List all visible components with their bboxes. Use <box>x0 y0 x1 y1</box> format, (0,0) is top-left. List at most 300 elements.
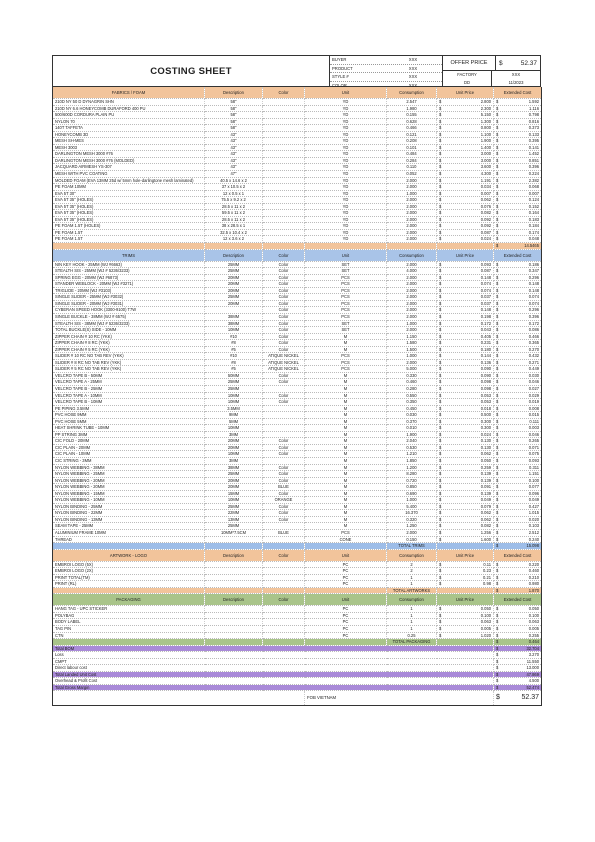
currency-symbol: $ <box>439 471 442 477</box>
amount: 0.300 <box>480 425 491 431</box>
currency-symbol: $ <box>439 457 442 463</box>
money-value <box>496 379 539 385</box>
item-description: 20MM <box>205 300 263 307</box>
money-value <box>496 568 539 574</box>
item-description: 12 x 3.6 x 2 <box>205 236 263 243</box>
item-consumption[interactable]: 16.370 <box>387 510 437 517</box>
amount: 2.300 <box>480 105 491 111</box>
currency-symbol: $ <box>496 190 499 196</box>
currency-symbol: $ <box>496 658 499 664</box>
item-consumption[interactable]: 1 <box>387 612 437 619</box>
item-consumption[interactable]: 2.547 <box>387 99 437 106</box>
meta-value[interactable]: XXX <box>408 74 418 79</box>
currency-symbol: $ <box>496 320 499 326</box>
item-consumption[interactable]: 2.000 <box>387 261 437 268</box>
money-value <box>496 613 539 619</box>
money-value <box>439 217 491 223</box>
currency-symbol: $ <box>439 497 442 503</box>
item-consumption[interactable]: 0.121 <box>387 131 437 138</box>
currency-symbol: $ <box>439 536 442 542</box>
item-consumption[interactable]: 0.350 <box>387 399 437 406</box>
item-color: Color <box>263 510 305 517</box>
currency-symbol: $ <box>496 490 499 496</box>
money-value <box>496 659 539 665</box>
money-value <box>439 112 491 118</box>
item-unit: PC <box>305 561 387 568</box>
money-value <box>439 530 491 536</box>
item-consumption[interactable]: 2.000 <box>387 294 437 301</box>
amount: 0.075 <box>528 451 539 457</box>
amount: 0.124 <box>528 197 539 203</box>
item-name: NYLON BINDING - 22MM <box>53 510 205 517</box>
item-consumption[interactable]: 2.000 <box>387 229 437 236</box>
item-unit: M <box>305 457 387 464</box>
amount: 0.174 <box>528 229 539 235</box>
item-description: 58" <box>205 105 263 112</box>
meta-value[interactable]: XXX <box>408 57 418 62</box>
item-consumption[interactable]: 0.530 <box>387 444 437 451</box>
item-consumption[interactable]: 1.000 <box>387 497 437 504</box>
amount: 0.265 <box>528 438 539 444</box>
currency-symbol: $ <box>439 313 442 319</box>
money-value <box>439 373 491 379</box>
item-consumption[interactable]: 2.000 <box>387 223 437 230</box>
item-consumption[interactable]: 2.000 <box>387 281 437 288</box>
amount: 0.087 <box>480 229 491 235</box>
money-value <box>496 639 539 645</box>
amount: 0.086 <box>528 327 539 333</box>
currency-symbol: $ <box>496 412 499 418</box>
currency-symbol: $ <box>496 300 499 306</box>
item-consumption[interactable]: 0.450 <box>387 405 437 412</box>
item-consumption[interactable]: 1.250 <box>387 523 437 530</box>
amount: 0.798 <box>528 112 539 118</box>
money-value <box>496 366 539 372</box>
money-value <box>496 517 539 523</box>
item-consumption[interactable]: 2.000 <box>387 216 437 223</box>
money-value <box>439 451 491 457</box>
item-consumption[interactable]: 1.580 <box>387 340 437 347</box>
item-consumption[interactable]: 0.110 <box>387 164 437 171</box>
amount: 0.074 <box>528 294 539 300</box>
item-consumption[interactable]: 4.000 <box>387 268 437 275</box>
column-header: Extended Cost <box>494 249 542 261</box>
item-consumption[interactable]: 0.030 <box>387 412 437 419</box>
amount: 1.592 <box>528 99 539 104</box>
money-value <box>496 164 539 170</box>
item-description: #5 <box>205 366 263 373</box>
item-consumption[interactable]: 2.000 <box>387 359 437 366</box>
money-value <box>496 347 539 353</box>
item-consumption[interactable]: 8.280 <box>387 471 437 478</box>
item-name: VELCRO TAPE A - 10MM <box>53 392 205 399</box>
currency-symbol: $ <box>439 274 442 280</box>
item-description: 43" <box>205 144 263 151</box>
item-name: TAG PIN <box>53 626 205 633</box>
item-consumption[interactable]: 1 <box>387 606 437 613</box>
currency-symbol: $ <box>496 223 499 229</box>
currency-symbol: $ <box>439 490 442 496</box>
money-value <box>439 314 491 320</box>
item-consumption[interactable]: 1.210 <box>387 451 437 458</box>
item-description: 20MM <box>205 477 263 484</box>
money-value <box>439 151 491 157</box>
item-consumption[interactable]: 0.101 <box>387 144 437 151</box>
amount: 0.111 <box>529 418 539 424</box>
amount: 0.049 <box>528 497 539 503</box>
amount: 0.074 <box>528 300 539 306</box>
amount: 0.092 <box>480 223 491 229</box>
amount: 0.816 <box>528 118 539 124</box>
item-unit: M <box>305 385 387 392</box>
item-consumption[interactable]: 0.550 <box>387 392 437 399</box>
amount: 0.184 <box>528 223 539 229</box>
amount: 0.048 <box>528 236 539 242</box>
item-consumption[interactable]: 0.280 <box>387 385 437 392</box>
amount: 0.079 <box>480 503 491 509</box>
item-name: NYLON BINDING - 13MM <box>53 516 205 523</box>
amount: 1.015 <box>528 510 539 516</box>
money-value <box>439 438 491 444</box>
meta-label: PRODUCT <box>332 65 353 71</box>
item-description: 10MM <box>205 451 263 458</box>
item-consumption[interactable]: 2.040 <box>387 438 437 445</box>
currency-symbol: $ <box>496 203 499 209</box>
item-color: Color <box>263 281 305 288</box>
item-description: 43" <box>205 157 263 164</box>
item-description: 22MM <box>205 510 263 517</box>
meta-row-product <box>330 65 442 74</box>
column-header: Description <box>205 594 263 606</box>
item-consumption[interactable]: 2.000 <box>387 313 437 320</box>
item-color: Color <box>263 516 305 523</box>
money-value <box>439 626 491 632</box>
item-consumption[interactable]: 1 <box>387 574 437 581</box>
amount: 0.98 <box>483 581 491 587</box>
item-unit: YD <box>305 229 387 236</box>
amount: 52.37 <box>521 694 539 702</box>
money-value <box>439 236 491 242</box>
item-consumption[interactable]: 0.484 <box>387 151 437 158</box>
item-name: PE PIPING 3.5MM <box>53 405 205 412</box>
item-consumption[interactable]: 0.460 <box>387 379 437 386</box>
item-description: 10MM <box>205 327 263 334</box>
item-consumption[interactable]: 2.000 <box>387 287 437 294</box>
amount: 0.007 <box>528 190 539 196</box>
amount: 0.019 <box>528 399 539 405</box>
money-value <box>496 626 539 632</box>
item-consumption[interactable]: 0.052 <box>387 171 437 178</box>
item-consumption[interactable]: 2.000 <box>387 203 437 210</box>
item-consumption[interactable]: 0.628 <box>387 118 437 125</box>
currency-symbol: $ <box>496 626 499 632</box>
amount: 0.037 <box>480 294 491 300</box>
currency-symbol: $ <box>439 568 442 574</box>
item-unit: PCS <box>305 359 387 366</box>
item-name: ALUMINIUM FRAME 10MM <box>53 530 205 537</box>
amount: 0.500 <box>480 412 491 418</box>
item-name: NYLON WEBBING - 20MM <box>53 477 205 484</box>
item-description: 50MM <box>205 372 263 379</box>
item-color: Color <box>263 327 305 334</box>
currency-symbol: $ <box>496 125 499 131</box>
currency-symbol: $ <box>496 587 499 593</box>
item-consumption[interactable]: 0.850 <box>387 484 437 491</box>
item-consumption[interactable]: 2.000 <box>387 274 437 281</box>
currency-symbol: $ <box>439 574 442 580</box>
currency-symbol: $ <box>439 399 442 405</box>
amount: 0.139 <box>480 490 491 496</box>
item-consumption[interactable]: 2.000 <box>387 197 437 204</box>
column-header: Color <box>263 549 305 561</box>
total-label: TOTAL ARTWORKS <box>387 587 437 594</box>
summary-label: Loss <box>53 652 494 659</box>
money-value <box>496 145 539 151</box>
column-header: Consumption <box>387 594 437 606</box>
money-value <box>496 386 539 392</box>
item-name: SINGLE SLIDER - 25MM (WJ #3032) <box>53 294 205 301</box>
amount: 0.296 <box>528 307 539 313</box>
currency-symbol: $ <box>496 418 499 424</box>
currency-symbol: $ <box>439 425 442 431</box>
amount: 0.139 <box>480 471 491 477</box>
item-description: 25MM <box>205 261 263 268</box>
amount: 0.030 <box>528 372 539 378</box>
item-consumption[interactable]: 1.000 <box>387 353 437 360</box>
currency-symbol: $ <box>496 313 499 319</box>
item-color: ATIQUE NICKEL <box>263 353 305 360</box>
money-value <box>496 412 539 418</box>
costing-table-body <box>53 87 542 706</box>
item-consumption[interactable]: 0.330 <box>387 372 437 379</box>
money-value <box>496 262 539 268</box>
factory-value[interactable]: XXX <box>511 72 521 77</box>
item-name: 140T TAFFETA <box>53 125 205 132</box>
amount: 1.300 <box>480 118 491 124</box>
money-value <box>439 171 491 177</box>
amount: 0.432 <box>528 353 539 359</box>
item-name: MOLDED FOAM (EVA 13MM 25d w/ 5mm hole-darlingtone mesh laminated) <box>53 177 205 184</box>
item-consumption[interactable]: 2.000 <box>387 236 437 243</box>
offer-price-value[interactable] <box>496 60 540 67</box>
item-consumption[interactable]: 2.000 <box>387 327 437 334</box>
item-consumption[interactable]: 2 <box>387 568 437 575</box>
money-value <box>439 191 491 197</box>
currency-symbol: $ <box>439 197 442 203</box>
money-value <box>439 230 491 236</box>
amount: 0.224 <box>528 171 539 177</box>
item-consumption[interactable]: 0.25 <box>387 632 437 639</box>
money-value <box>496 230 539 236</box>
item-unit: YD <box>305 157 387 164</box>
item-unit: YD <box>305 125 387 132</box>
item-consumption[interactable]: 0.466 <box>387 125 437 132</box>
item-description: 40.5 x 14.6 x 2 <box>205 177 263 184</box>
item-unit: YD <box>305 177 387 184</box>
meta-block <box>330 56 443 86</box>
item-consumption[interactable]: 0.320 <box>387 516 437 523</box>
item-consumption[interactable]: 2.000 <box>387 210 437 217</box>
item-consumption[interactable]: 0.720 <box>387 477 437 484</box>
item-consumption[interactable]: 0.284 <box>387 157 437 164</box>
money-value <box>496 281 539 287</box>
item-consumption[interactable]: 0.155 <box>387 112 437 119</box>
amount: 0.300 <box>480 418 491 424</box>
column-header: Color <box>263 249 305 261</box>
amount: 0.152 <box>528 203 539 209</box>
item-name: PRINT (RL) <box>53 581 205 588</box>
item-description: 13MM <box>205 516 263 523</box>
item-color: Color <box>263 274 305 281</box>
item-consumption[interactable]: 0.150 <box>387 536 437 543</box>
item-consumption[interactable]: 2.000 <box>387 184 437 191</box>
meta-value[interactable]: XXX <box>408 82 418 88</box>
amount: 0.087 <box>480 268 491 274</box>
item-consumption[interactable]: 1.200 <box>387 464 437 471</box>
item-unit: YD <box>305 203 387 210</box>
money-value <box>439 471 491 477</box>
money-value <box>496 497 539 503</box>
currency-symbol: $ <box>496 112 499 118</box>
item-consumption[interactable]: 1.900 <box>387 431 437 438</box>
item-consumption[interactable]: 2.000 <box>387 307 437 314</box>
currency-symbol: $ <box>496 99 499 104</box>
amount: 1.452 <box>528 151 539 157</box>
item-consumption[interactable]: 1 <box>387 619 437 626</box>
money-value <box>496 353 539 359</box>
item-unit: YD <box>305 131 387 138</box>
amount: 0.23 <box>483 568 491 574</box>
item-consumption[interactable]: 0.208 <box>387 138 437 145</box>
amount: 0.395 <box>528 138 539 144</box>
date-value[interactable]: 11/2023 <box>508 79 524 85</box>
money-value <box>496 268 539 274</box>
currency-symbol: $ <box>496 216 499 222</box>
amount: 0.092 <box>480 216 491 222</box>
currency-symbol: $ <box>496 477 499 483</box>
item-consumption[interactable]: 1.980 <box>387 105 437 112</box>
item-name: STANDER WEBLOCK - 20MM (WJ #3271) <box>53 281 205 288</box>
amount: 3.270 <box>528 652 539 658</box>
currency-symbol: $ <box>496 471 499 477</box>
item-consumption[interactable]: 1 <box>387 626 437 633</box>
item-consumption[interactable]: 1.150 <box>387 333 437 340</box>
currency-symbol: $ <box>439 118 442 124</box>
currency-symbol: $ <box>496 138 499 144</box>
item-unit: M <box>305 477 387 484</box>
amount: 0.466 <box>528 333 539 339</box>
item-description: 38 x 28.5 x 1 <box>205 223 263 230</box>
item-name: STEALTH SIS - 38MM (WJ # 5236/3233) <box>53 320 205 327</box>
item-unit: YD <box>305 216 387 223</box>
item-consumption[interactable]: 1.000 <box>387 320 437 327</box>
money-value <box>496 491 539 497</box>
money-value <box>496 340 539 346</box>
money-value <box>496 112 539 118</box>
currency-symbol: $ <box>439 385 442 391</box>
money-value <box>439 197 491 203</box>
money-value <box>496 665 539 671</box>
item-name: SLIDER # 10 RC NO TAB REV (YKK) <box>53 353 205 360</box>
meta-value[interactable]: XXX <box>408 65 418 71</box>
total-label: TOTAL TRIMS <box>387 543 437 550</box>
item-consumption[interactable]: 1.000 <box>387 190 437 197</box>
amount: 2.512 <box>528 530 539 535</box>
item-consumption[interactable]: 1.500 <box>387 346 437 353</box>
item-description: 25MM <box>205 268 263 275</box>
currency-symbol: $ <box>439 184 442 190</box>
money-value <box>496 652 539 658</box>
money-value <box>439 517 491 523</box>
item-consumption[interactable]: 1 <box>387 581 437 588</box>
money-value <box>439 281 491 287</box>
currency-symbol: $ <box>496 274 499 280</box>
amount: 0.090 <box>480 366 491 372</box>
summary-label: Overhead & Profit Cost <box>53 678 494 685</box>
currency-symbol: $ <box>439 112 442 118</box>
item-consumption[interactable]: 0.370 <box>387 418 437 425</box>
column-header: Unit Price <box>437 594 494 606</box>
item-consumption[interactable]: 0.010 <box>387 425 437 432</box>
currency-symbol: $ <box>496 210 499 216</box>
item-name: SEAM TAPE - 25MM <box>53 523 205 530</box>
column-header: Unit <box>305 249 387 261</box>
money-value <box>439 164 491 170</box>
currency-symbol: $ <box>496 464 499 470</box>
amount: 0.050 <box>528 606 539 612</box>
currency-symbol: $ <box>439 281 442 287</box>
amount: 0.396 <box>528 313 539 319</box>
money-value <box>439 138 491 144</box>
currency-symbol: $ <box>496 639 499 645</box>
item-unit: M <box>305 399 387 406</box>
amount: 0.020 <box>528 516 539 522</box>
money-value <box>496 106 539 112</box>
item-color: Color <box>263 444 305 451</box>
item-consumption[interactable]: 1.850 <box>387 457 437 464</box>
currency-symbol: $ <box>439 366 442 372</box>
item-consumption[interactable]: 2.000 <box>387 300 437 307</box>
item-name: EVA 5T 35" (HOLES) <box>53 210 205 217</box>
item-consumption[interactable]: 5.400 <box>387 503 437 510</box>
amount: 0.365 <box>528 340 539 346</box>
money-value <box>496 321 539 327</box>
money-value <box>439 288 491 294</box>
item-description: 3.5MM <box>205 405 263 412</box>
amount: 0.133 <box>528 131 539 137</box>
item-consumption[interactable]: 2 <box>387 561 437 568</box>
amount: 14.5465 <box>524 243 539 249</box>
item-description: 9MM <box>205 412 263 419</box>
item-consumption[interactable]: 2.000 <box>387 177 437 184</box>
item-name: SINGLE SLIDER - 20MM (WJ #3031) <box>53 300 205 307</box>
money-value <box>439 465 491 471</box>
item-consumption[interactable]: 0.690 <box>387 490 437 497</box>
money-value <box>439 399 491 405</box>
currency-symbol: $ <box>496 340 499 346</box>
trims-header-row <box>53 249 542 261</box>
item-consumption[interactable]: 2.000 <box>387 530 437 537</box>
currency-symbol: $ <box>439 177 442 183</box>
money-value <box>496 236 539 242</box>
item-unit: M <box>305 471 387 478</box>
currency-symbol: $ <box>496 671 499 677</box>
item-name: PE FOAM 1.5T <box>53 236 205 243</box>
item-description: 32.5 x 10.4 x 2 <box>205 229 263 236</box>
currency-symbol: $ <box>439 523 442 529</box>
item-consumption[interactable]: 5.000 <box>387 366 437 373</box>
item-name: TOTAL BUCKLE(S) SIDE - 10MM <box>53 327 205 334</box>
